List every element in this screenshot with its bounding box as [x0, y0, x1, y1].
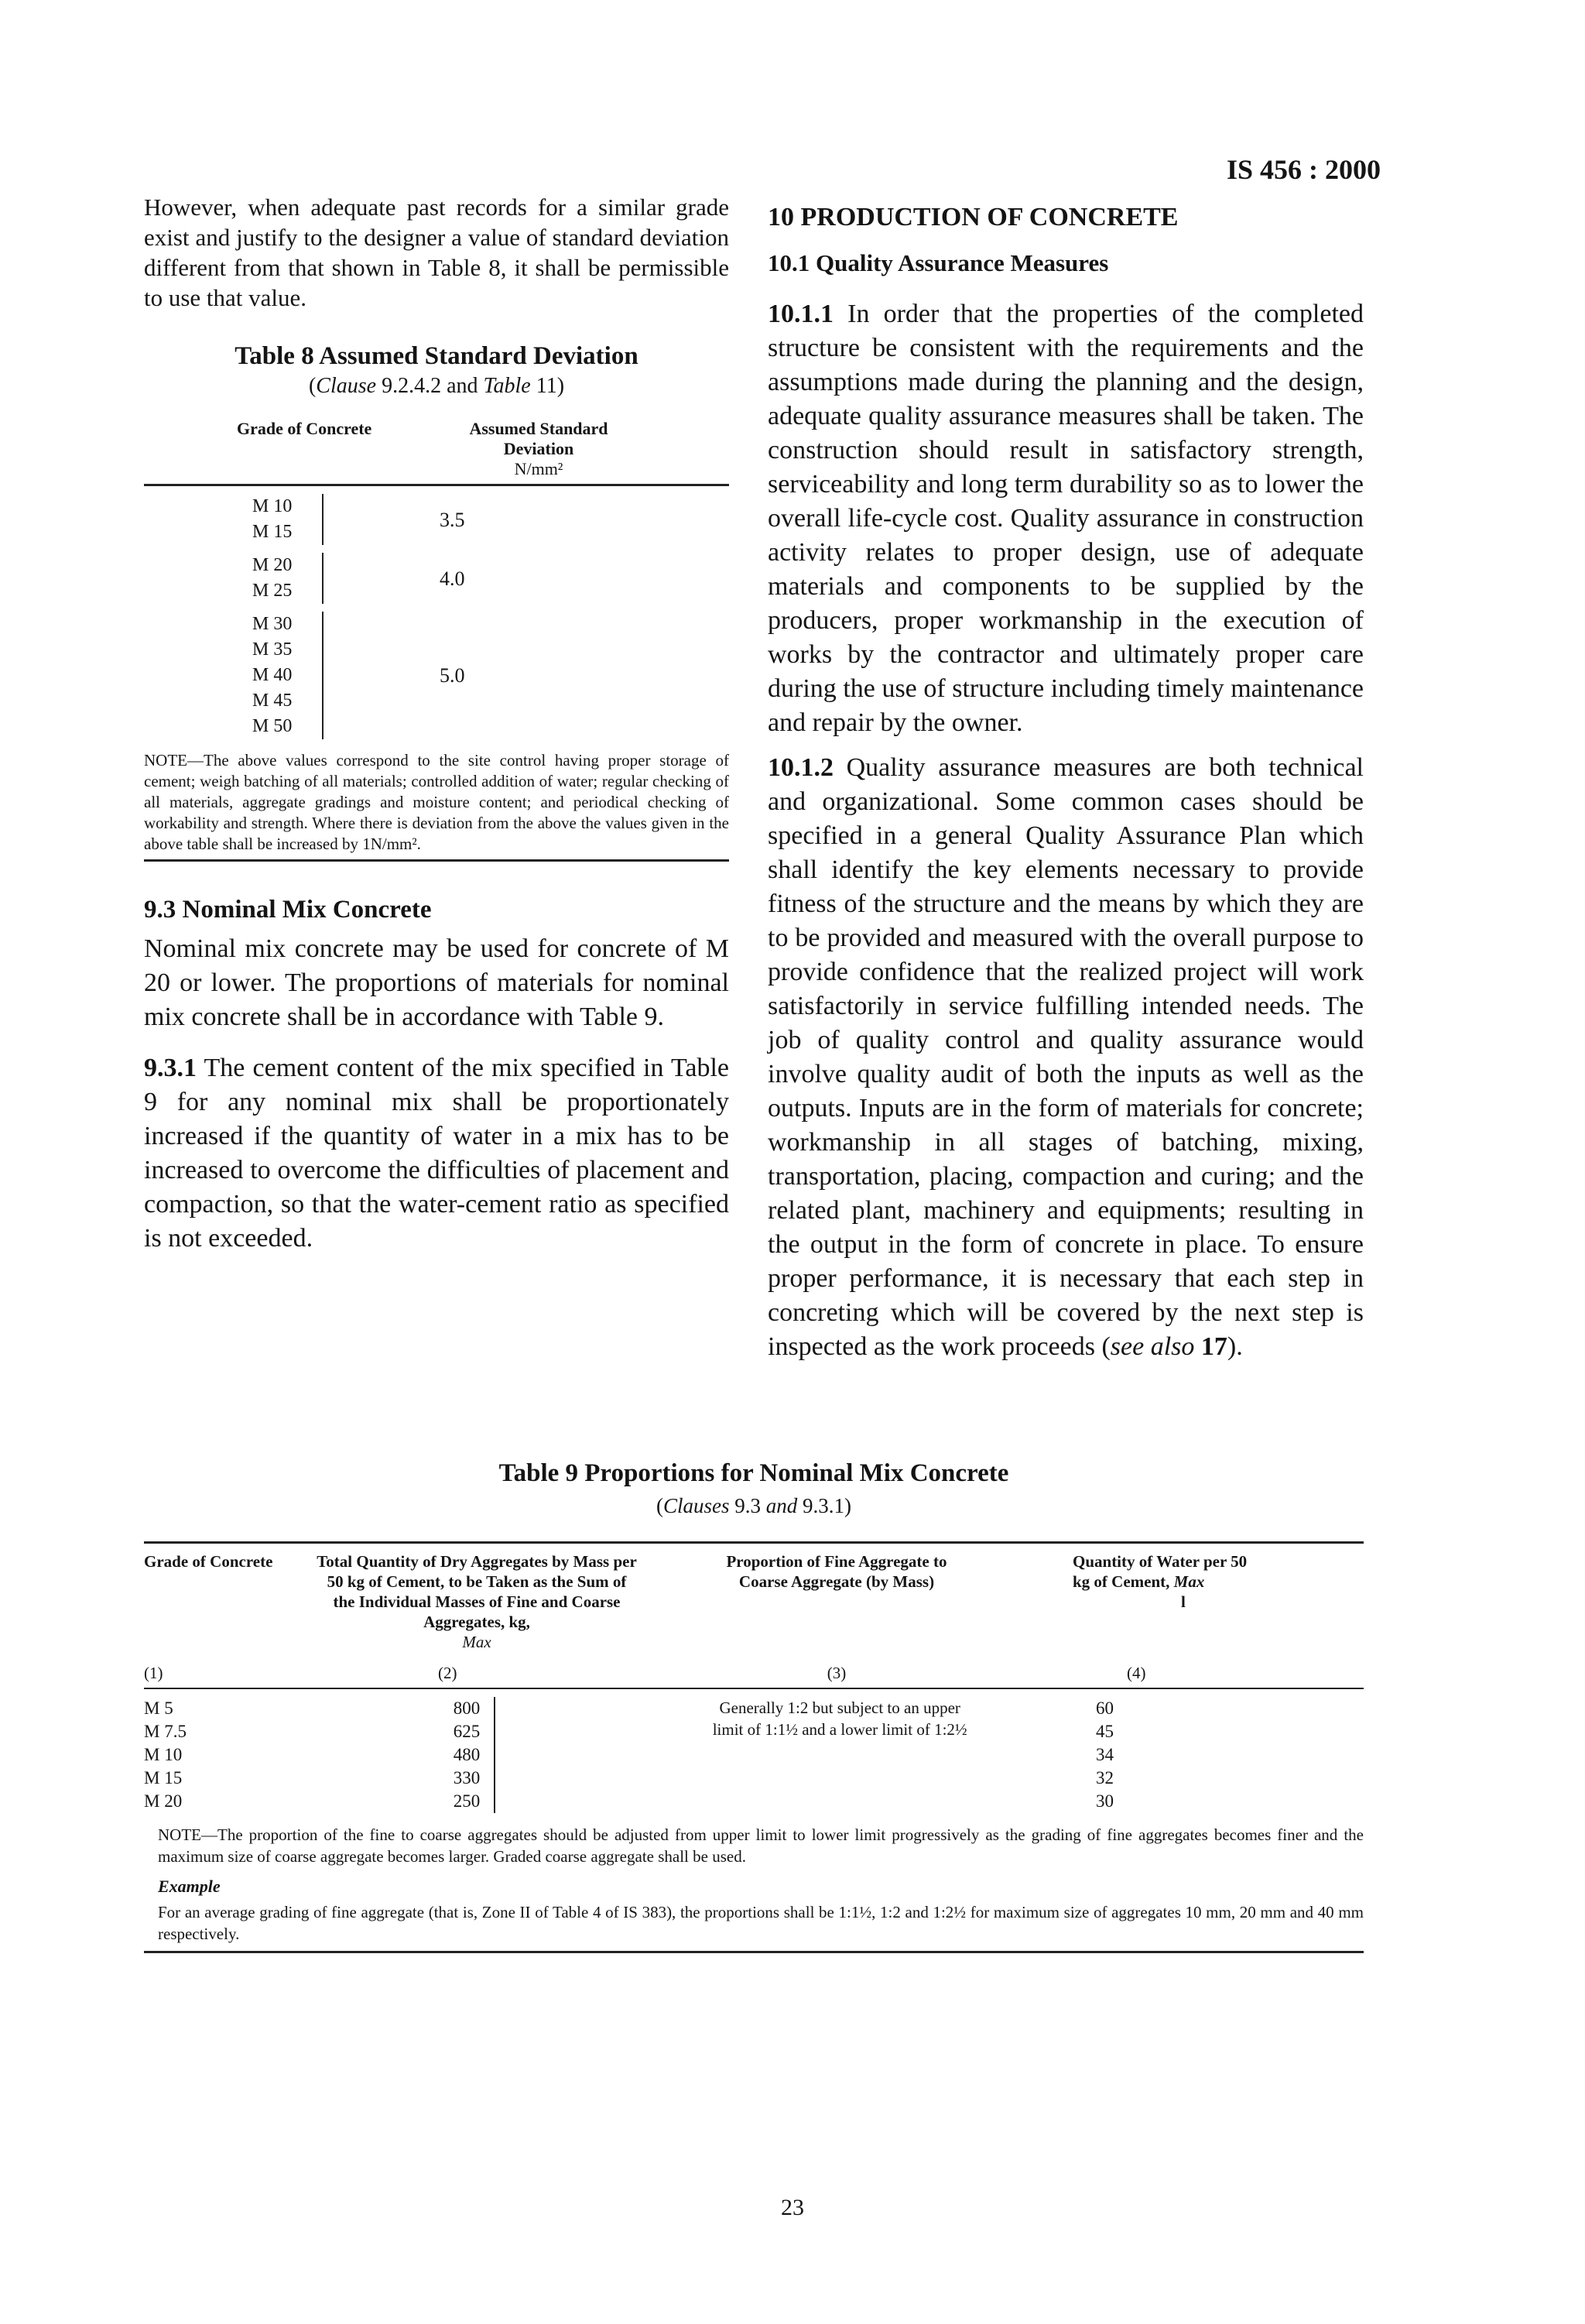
table9-dry	[255, 1697, 684, 1813]
table8-clause-ref	[144, 374, 729, 399]
example-label: Example	[158, 1877, 221, 1896]
section-10-1-1	[768, 297, 1364, 740]
section-10-1-2-text: Quality assurance measures are both technical and organizational. Some common cases should be specified in a general Quality Assurance Plan which shall identify the key elements necessary to provide fitness of the structure and the means by which they are to be provided and measured with the overall purpose to provide confidence that the realized project will work satisfactorily in service fulfilling intended needs. The job of quality control and quality assurance would involve quality audit of both the inputs as well as the outputs. Inputs are in the form of materials for concrete; workmanship in all stages of batching, mixing, transportation, placing, compaction and curing; and the related plant, machinery and equipments; resulting in the output in the form of concrete in place. To ensure proper performance, it is necessary that each step in concreting which will be covered by the next step is inspected as the work proceeds (	[768, 753, 1364, 1361]
section-10-title: 10 PRODUCTION OF CONCRETE	[768, 203, 1179, 231]
standard-code-header: IS 456 : 2000	[1227, 154, 1381, 185]
table8-unit: N/mm²	[514, 459, 563, 478]
table9-head-water-unit: l	[1181, 1592, 1186, 1611]
table9-cell-dry: 480	[453, 1745, 481, 1764]
intro-paragraph: However, when adequate past records for a similar grade exist and justify to the designer a value of standard deviation different from that shown in Table 8, it shall be permissible to use that value.	[144, 194, 729, 311]
table9-colnum: (4)	[1127, 1664, 1146, 1682]
section-10-1-2	[768, 751, 1364, 1364]
table8-clause-word: Clause	[316, 374, 377, 398]
section-9-3-title: 9.3 Nominal Mix Concrete	[144, 896, 432, 924]
section-10-1-title: 10.1 Quality Assurance Measures	[768, 249, 1109, 276]
table9-cell-dry: 250	[453, 1791, 481, 1811]
table9-and-word: and	[765, 1494, 798, 1517]
table8-header-rule	[144, 484, 729, 486]
table9-caption: Table 9 Proportions for Nominal Mix Concrete	[498, 1459, 1009, 1487]
table9	[144, 1537, 1364, 1958]
table9-head-grade: Grade of Concrete	[144, 1552, 273, 1571]
table9-clause-2: 9.3.1)	[803, 1494, 851, 1517]
table9-colnum: (1)	[144, 1664, 163, 1682]
page-number: 23	[781, 2195, 804, 2220]
table9-note: NOTE—The proportion of the fine to coarse aggregates should be adjusted from upper limit to lower limit progressively as the grading of fine aggregates becomes finer and the maximum size of coarse aggregate becomes larger. Graded coarse aggregate shall be used.	[158, 1825, 1364, 1866]
table9-column-numbers	[144, 1663, 1364, 1683]
table9-water	[995, 1697, 1364, 1813]
table8-col-grade: Grade of Concrete	[237, 419, 372, 438]
table9-clauses-word: Clauses	[662, 1494, 730, 1517]
table8-grade: M 45	[252, 691, 293, 711]
example-text: For an average grading of fine aggregate (that is, Zone II of Table 4 of IS 383), the proportions shall be 1:1½, 1:2 and 1:2½ for maximum size of aggregates 10 mm, 20 mm and 40 mm respectively.	[158, 1903, 1364, 1943]
section-9-3-text: Nominal mix concrete may be used for concrete of M 20 or lower. The proportions of materials for nominal mix concrete shall be in accordance with Table 9.	[144, 934, 729, 1031]
table8-grade: M 50	[252, 716, 293, 736]
table9-cell-proportion: Generally 1:2 but subject to an upper limit of 1:1½ and a lower limit of 1:2½	[712, 1698, 967, 1739]
table8-grade: M 10	[252, 496, 293, 516]
table8-header	[237, 419, 729, 479]
brace	[306, 553, 324, 604]
table9-colnum: (2)	[438, 1664, 457, 1682]
table9-header-row	[144, 1551, 1364, 1652]
table9-header-rule	[144, 1688, 1364, 1689]
section-9-3-1-text: The cement content of the mix specified in Table 9 for any nominal mix shall be proportionately increased if the quantity of water in a mix has to be increased to overcome the difficulties of placement and compaction, so that the water-cement ratio as specified is not exceeded.	[144, 1054, 729, 1253]
table8-value: 5.0	[440, 664, 465, 687]
table9-cell-grade: M 10	[144, 1745, 183, 1764]
see-also-ref: see also	[1110, 1332, 1195, 1361]
table9-head-dry-max: Max	[462, 1633, 491, 1651]
table9-cell-dry: 330	[453, 1768, 481, 1788]
table8-table-rest: 11)	[536, 374, 565, 398]
table9-head-proportion: Proportion of Fine Aggregate to Coarse Aggregate (by Mass)	[726, 1552, 947, 1591]
table8-grade: M 15	[252, 522, 293, 542]
table9-cell-water: 60	[1095, 1698, 1114, 1718]
table8-paren: (	[308, 374, 317, 398]
brace	[306, 494, 324, 545]
table8-caption: Table 8 Assumed Standard Deviation	[234, 342, 638, 370]
table8-note: NOTE—The above values correspond to the site control having proper storage of cement; weigh batching of all materials; controlled addition of water; regular checking of all materials, aggregate gradings and moisture content; and periodical checking of workability and strength. Where there is deviation from the above the values given in the above table shall be increased by 1N/mm².	[144, 751, 729, 853]
table8-grade: M 35	[252, 639, 293, 660]
table9-grades	[144, 1697, 255, 1813]
table8-clause-rest: 9.2.4.2 and	[382, 374, 478, 398]
table8-grade: M 30	[252, 614, 293, 634]
table9-body	[144, 1697, 1364, 1813]
table9-head-dry-label: Total Quantity of Dry Aggregates by Mass per 50 kg of Cement, to be Taken as the Sum of the Individual Masses of Fine and Coarse Aggregates, kg,	[317, 1552, 637, 1631]
left-column	[144, 192, 729, 1256]
section-10-1-2-number: 10.1.2	[768, 753, 834, 782]
table8-value: 3.5	[440, 508, 465, 531]
section-9-3-1-number: 9.3.1	[144, 1054, 197, 1082]
table9-bottom-rule	[144, 1951, 1364, 1953]
table8-grade: M 25	[252, 581, 293, 601]
right-column	[768, 203, 1364, 1364]
table9-cell-water: 45	[1095, 1722, 1114, 1741]
table9-cell-water: 30	[1095, 1791, 1114, 1811]
table9-head-water	[1011, 1551, 1364, 1652]
brace	[306, 612, 324, 739]
table9-cell-water: 32	[1095, 1768, 1114, 1788]
table8-col-deviation-label: Assumed Standard Deviation	[469, 419, 608, 458]
table8-col-deviation	[438, 419, 639, 479]
table9-top-rule	[144, 1541, 1364, 1544]
table8-grade: M 40	[252, 665, 293, 685]
table8-grade: M 20	[252, 555, 293, 575]
table8-group	[252, 553, 729, 604]
table9-head-water-label: Quantity of Water per 50 kg of Cement,	[1073, 1552, 1248, 1591]
section-10-1-1-text: In order that the properties of the completed structure be consistent with the requirements and the assumptions made during the planning and the design, adequate quality assurance measures shall be taken. The construction should result in satisfactory strength, serviceability and long term durability so as to lower the overall life-cycle cost. Quality assurance in construction activity relates to proper design, use of adequate materials and components to be supplied by the producers, proper workmanship in the execution of works by the contractor and ultimately proper care during the use of structure including timely maintenance and repair by the owner.	[768, 300, 1364, 737]
closing-paren: ).	[1227, 1332, 1243, 1361]
section-9-3-1	[144, 1051, 729, 1256]
table9-cell-dry: 625	[453, 1722, 481, 1741]
table9-cell-grade: M 7.5	[144, 1722, 187, 1741]
table8-group	[252, 494, 729, 545]
table9-cell-grade: M 20	[144, 1791, 183, 1811]
table8-value: 4.0	[440, 567, 465, 590]
table9-clause-1: 9.3	[734, 1494, 761, 1517]
table9-cell-grade: M 5	[144, 1698, 173, 1718]
table9-colnum: (3)	[827, 1664, 847, 1682]
table9-cell-dry: 800	[453, 1698, 481, 1718]
table9-head-dry-aggregates	[291, 1551, 662, 1652]
brace	[484, 1697, 495, 1813]
table8-group	[252, 612, 729, 739]
table9-cell-grade: M 15	[144, 1768, 183, 1788]
section-10-1-1-number: 10.1.1	[768, 300, 834, 328]
table9-head-water-max: Max	[1173, 1572, 1205, 1591]
table8-bottom-rule	[144, 859, 729, 862]
table9-paren: (	[656, 1494, 663, 1517]
table9-clause-ref	[144, 1494, 1364, 1518]
clause-17-ref: 17	[1200, 1332, 1227, 1361]
table9-cell-water: 34	[1095, 1745, 1114, 1764]
table8-table-word: Table	[483, 374, 531, 398]
